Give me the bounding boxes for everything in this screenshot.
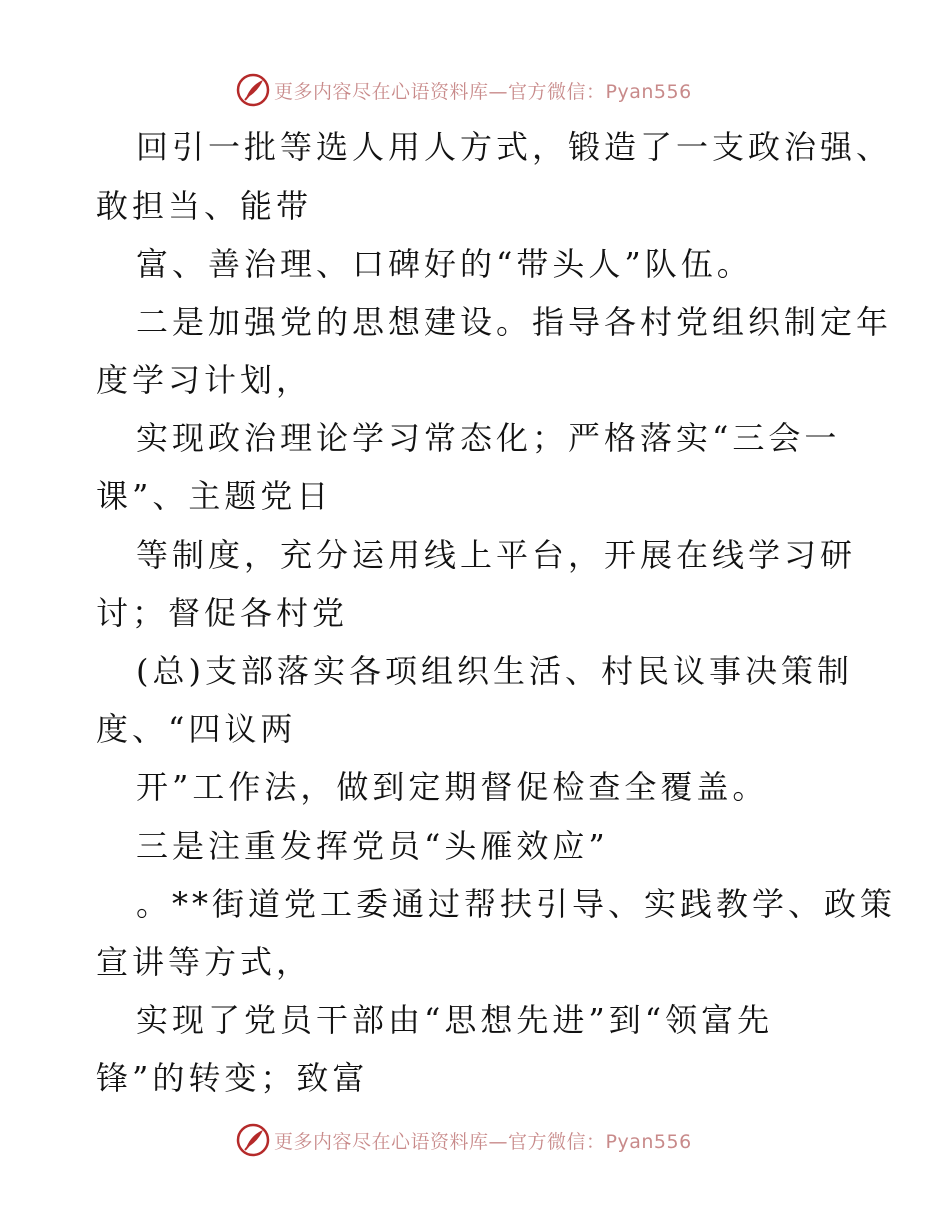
watermark-text: 更多内容尽在心语资料库—官方微信：Pyan556 — [274, 80, 692, 103]
body-line: 实现了党员干部由“思想先进”到“领富先 — [136, 1001, 774, 1039]
body-line: 课”、主题党日 — [96, 477, 333, 515]
body-line: 锋”的转变；致富 — [96, 1059, 369, 1097]
body-line: 回引一批等选人用人方式，锻造了一支政治强、 — [136, 128, 893, 166]
body-line: (总)支部落实各项组织生活、村民议事决策制 — [136, 652, 853, 690]
header-watermark — [236, 72, 692, 108]
body-line: 三是注重发挥党员“头雁效应” — [136, 827, 609, 865]
body-line: 等制度，充分运用线上平台，开展在线学习研 — [136, 536, 857, 574]
watermark-text: 更多内容尽在心语资料库—官方微信：Pyan556 — [274, 1130, 692, 1153]
body-line: 。**街道党工委通过帮扶引导、实践教学、政策 — [136, 885, 897, 923]
body-line: 度、“四议两 — [96, 710, 297, 748]
footer-watermark — [236, 1122, 692, 1158]
body-line: 实现政治理论学习常态化；严格落实“三会一 — [136, 419, 841, 457]
body-line: 富、善治理、口碑好的“带头人”队伍。 — [136, 245, 753, 283]
feather-pen-logo-icon — [236, 73, 270, 107]
body-line: 二是加强党的思想建设。指导各村党组织制定年 — [136, 303, 893, 341]
body-line: 开”工作法，做到定期督促检查全覆盖。 — [136, 768, 769, 806]
body-line: 宣讲等方式， — [96, 943, 313, 981]
body-line: 敢担当、能带 — [96, 187, 313, 225]
body-line: 讨；督促各村党 — [96, 594, 349, 632]
feather-pen-logo-icon — [236, 1123, 270, 1157]
body-line: 度学习计划， — [96, 361, 313, 399]
